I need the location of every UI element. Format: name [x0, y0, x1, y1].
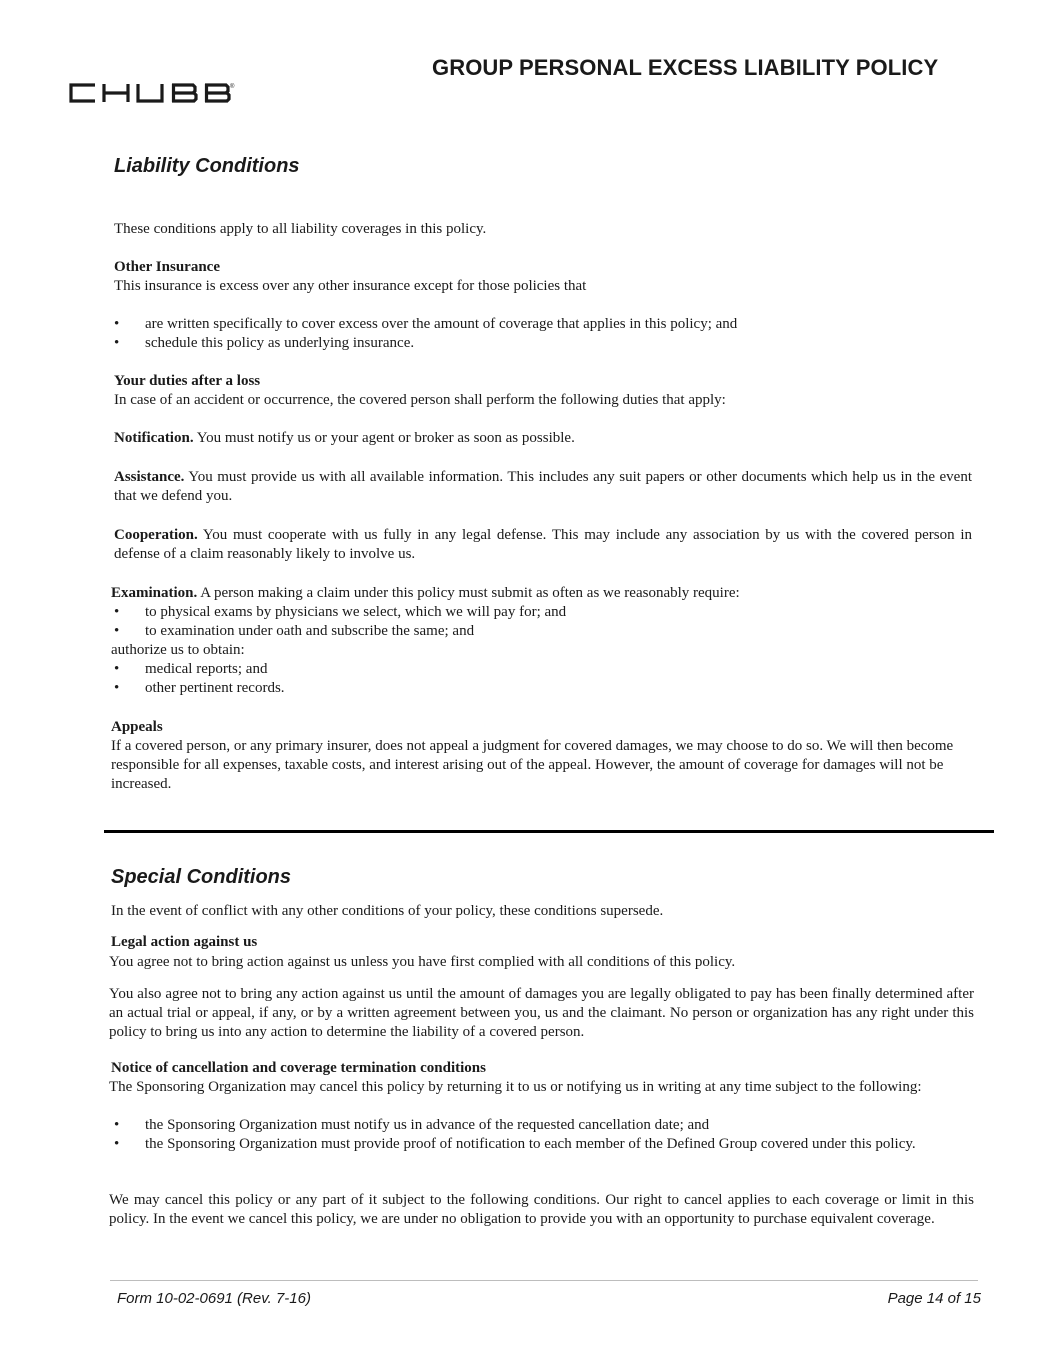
- cooperation-label: Cooperation.: [114, 527, 198, 543]
- duties-title: Your duties after a loss: [114, 373, 261, 389]
- chubb-logo-icon: [67, 82, 237, 104]
- assistance-text: You must provide us with all available information. This includes any suit papers or other documents which help us in the event that we defend you.: [114, 469, 973, 505]
- cancel-conditions-text: We may cancel this policy or any part of it subject to the following conditions. Our right to cancel applies to each coverage or limit in this policy. In the event we cancel this policy, we are under no obligation to provide you with an opportunity to purchase equivalent coverage.: [109, 1192, 974, 1228]
- cooperation-paragraph: [114, 526, 972, 564]
- page-number: Page 14 of 15: [887, 1290, 981, 1307]
- legal-action-text: You agree not to bring action against us unless you have first complied with all conditions of this policy.: [109, 954, 736, 970]
- bullet-icon: •: [114, 604, 120, 620]
- section-divider: [104, 830, 994, 833]
- examination-text: A person making a claim under this policy must submit as often as we reasonably require:: [200, 585, 740, 601]
- bullet-icon: •: [114, 680, 120, 696]
- examination-label: Examination.: [111, 585, 198, 601]
- appeals-text: If a covered person, or any primary insurer, does not appeal a judgment for covered damages, we may choose to do so. We will then become responsible for all expenses, taxable costs, and interest arising out of the appeal. However, the amount of coverage for damages will not be increased.: [111, 738, 954, 793]
- bullet-icon: •: [114, 623, 120, 639]
- document-title: GROUP PERSONAL EXCESS LIABILITY POLICY: [432, 55, 939, 80]
- footer-divider: [110, 1280, 978, 1281]
- assistance-paragraph: [114, 468, 972, 506]
- duties-text: In case of an accident or occurrence, the covered person shall perform the following duties that apply:: [114, 392, 726, 408]
- liability-intro: These conditions apply to all liability coverages in this policy.: [114, 221, 487, 237]
- authorize-text: authorize us to obtain:: [111, 642, 245, 658]
- other-insurance-text: This insurance is excess over any other insurance except for those policies that: [114, 278, 587, 294]
- appeals-title: Appeals: [111, 719, 163, 735]
- liability-conditions-heading: Liability Conditions: [114, 155, 300, 177]
- notification-paragraph: [114, 429, 974, 448]
- bullet-icon: •: [114, 1117, 120, 1133]
- legal-action-title: Legal action against us: [111, 934, 258, 950]
- special-conditions-heading: Special Conditions: [111, 866, 292, 888]
- svg-text:®: ®: [230, 84, 235, 90]
- other-insurance-title: Other Insurance: [114, 259, 220, 275]
- bullet-icon: •: [114, 316, 120, 332]
- form-number: Form 10-02-0691 (Rev. 7-16): [117, 1290, 311, 1307]
- chubb-logo: [67, 82, 237, 109]
- legal-action-text-2: You also agree not to bring any action against us until the amount of damages you are legally obligated to pay has been finally determined after an actual trial or appeal, if any, or by a written agreement between you, us and the claimant. No person or organization has any right under this policy to bring us into any action to determine the liability of a covered person.: [109, 986, 974, 1041]
- bullet-icon: •: [114, 335, 120, 351]
- notification-label: Notification.: [114, 430, 194, 446]
- notice-cancellation-text: The Sponsoring Organization may cancel this policy by returning it to us or notifying us in writing at any time subject to the following:: [109, 1079, 922, 1095]
- notice-cancellation-title: Notice of cancellation and coverage termination conditions: [111, 1060, 486, 1076]
- assistance-label: Assistance.: [114, 469, 185, 485]
- notification-text: You must notify us or your agent or broker as soon as possible.: [196, 430, 575, 446]
- bullet-icon: •: [114, 1136, 120, 1152]
- examination-paragraph: [111, 584, 971, 603]
- cooperation-text: You must cooperate with us fully in any legal defense. This may include any association by us with the covered person in defense of a claim reasonably likely to involve us.: [114, 527, 972, 563]
- bullet-icon: •: [114, 661, 120, 677]
- special-intro: In the event of conflict with any other conditions of your policy, these conditions supersede.: [111, 903, 664, 919]
